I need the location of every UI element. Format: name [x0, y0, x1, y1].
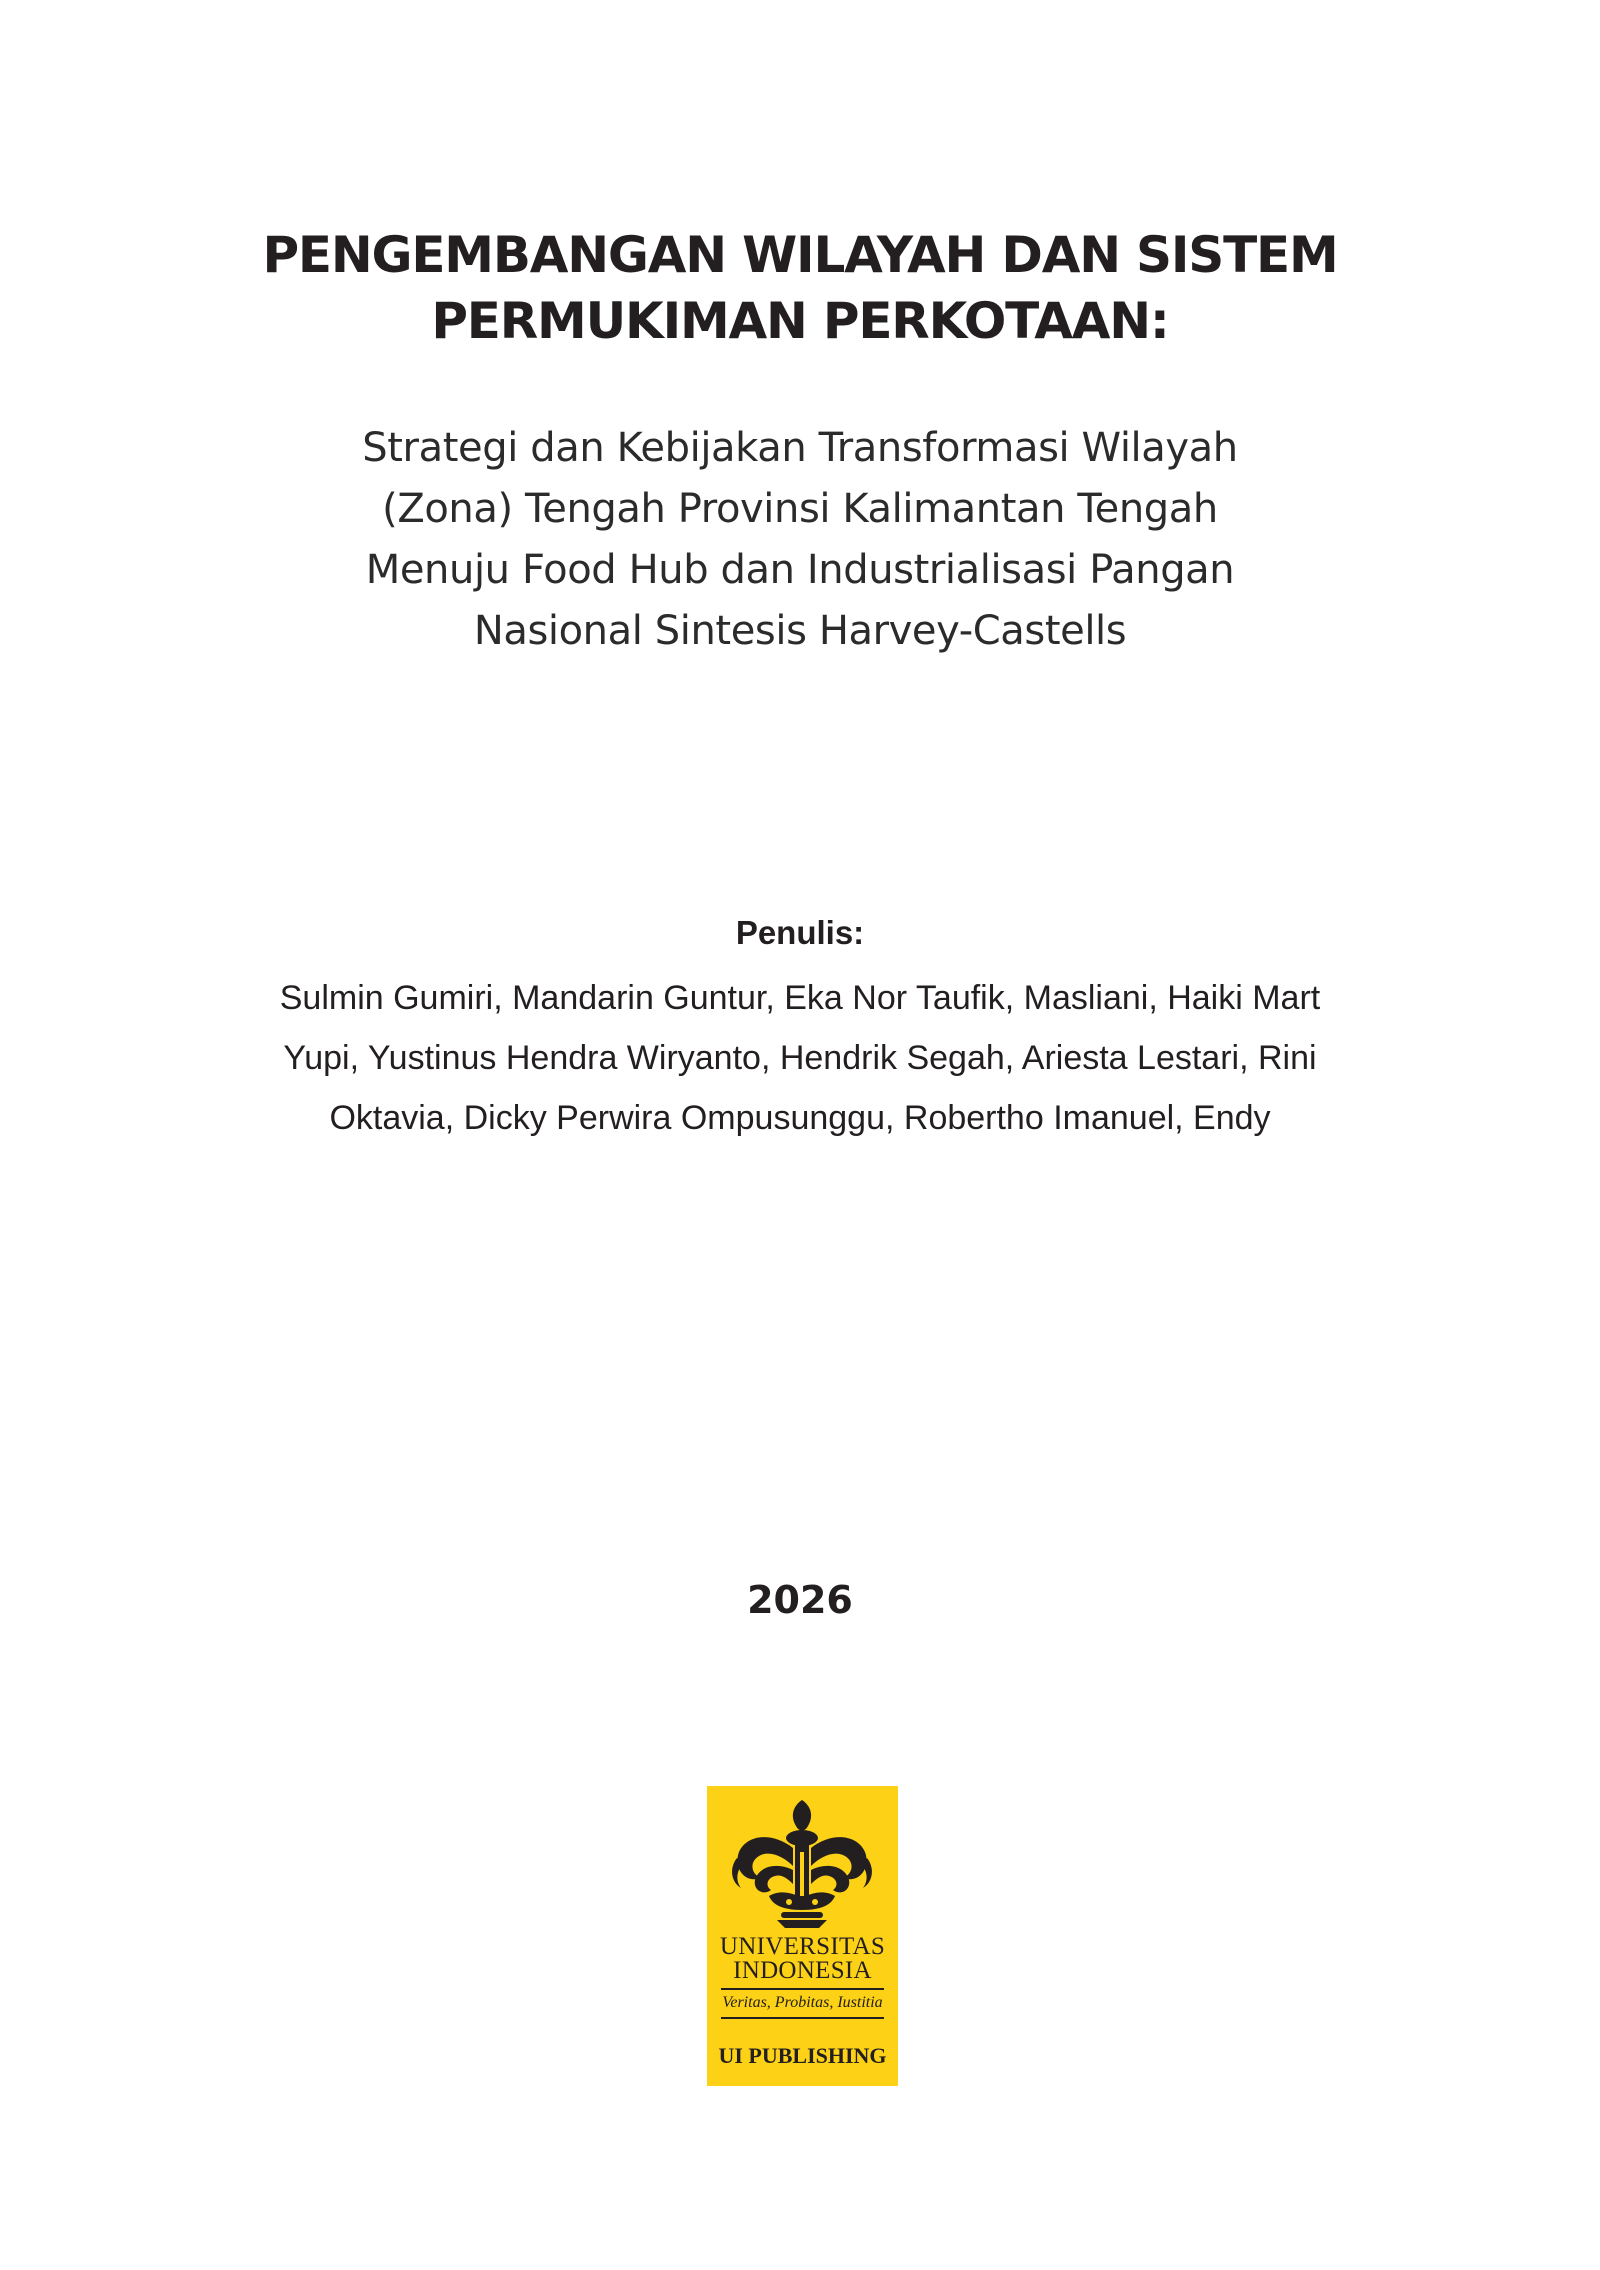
book-title-line-2: PERMUKIMAN PERKOTAAN:: [431, 292, 1169, 350]
authors-line-3: Oktavia, Dicky Perwira Ompusunggu, Robertho Imanuel, Endy: [329, 1099, 1271, 1137]
logo-divider-top: [721, 1988, 884, 1990]
authors-label: Penulis:: [735, 914, 865, 951]
publication-year: 2026: [747, 1578, 853, 1622]
logo-publisher: UI PUBLISHING: [718, 2043, 887, 2068]
book-subtitle-line-4: Nasional Sintesis Harvey-Castells: [473, 608, 1127, 654]
makara-emblem-icon: [707, 1786, 898, 1931]
book-subtitle-line-1: Strategi dan Kebijakan Transformasi Wilayah: [362, 425, 1238, 471]
ui-publishing-logo: [707, 1786, 898, 2086]
authors-line-2: Yupi, Yustinus Hendra Wiryanto, Hendrik Segah, Ariesta Lestari, Rini: [283, 1039, 1317, 1077]
book-subtitle-line-2: (Zona) Tengah Provinsi Kalimantan Tengah: [382, 486, 1218, 532]
book-subtitle-line-3: Menuju Food Hub dan Industrialisasi Pangan: [365, 547, 1235, 593]
authors-line-1: Sulmin Gumiri, Mandarin Guntur, Eka Nor Taufik, Masliani, Haiki Mart: [279, 979, 1321, 1017]
book-title: [0, 222, 1600, 354]
logo-university-line-1: UNIVERSITAS: [719, 1933, 886, 1960]
book-subtitle: [0, 418, 1600, 662]
authors-list: [0, 968, 1600, 1148]
logo-motto: Veritas, Probitas, Iustitia: [722, 1994, 883, 2011]
book-title-line-1: PENGEMBANGAN WILAYAH DAN SISTEM: [262, 226, 1338, 284]
logo-university-line-2: INDONESIA: [733, 1957, 872, 1984]
logo-divider-bottom: [721, 2017, 884, 2019]
